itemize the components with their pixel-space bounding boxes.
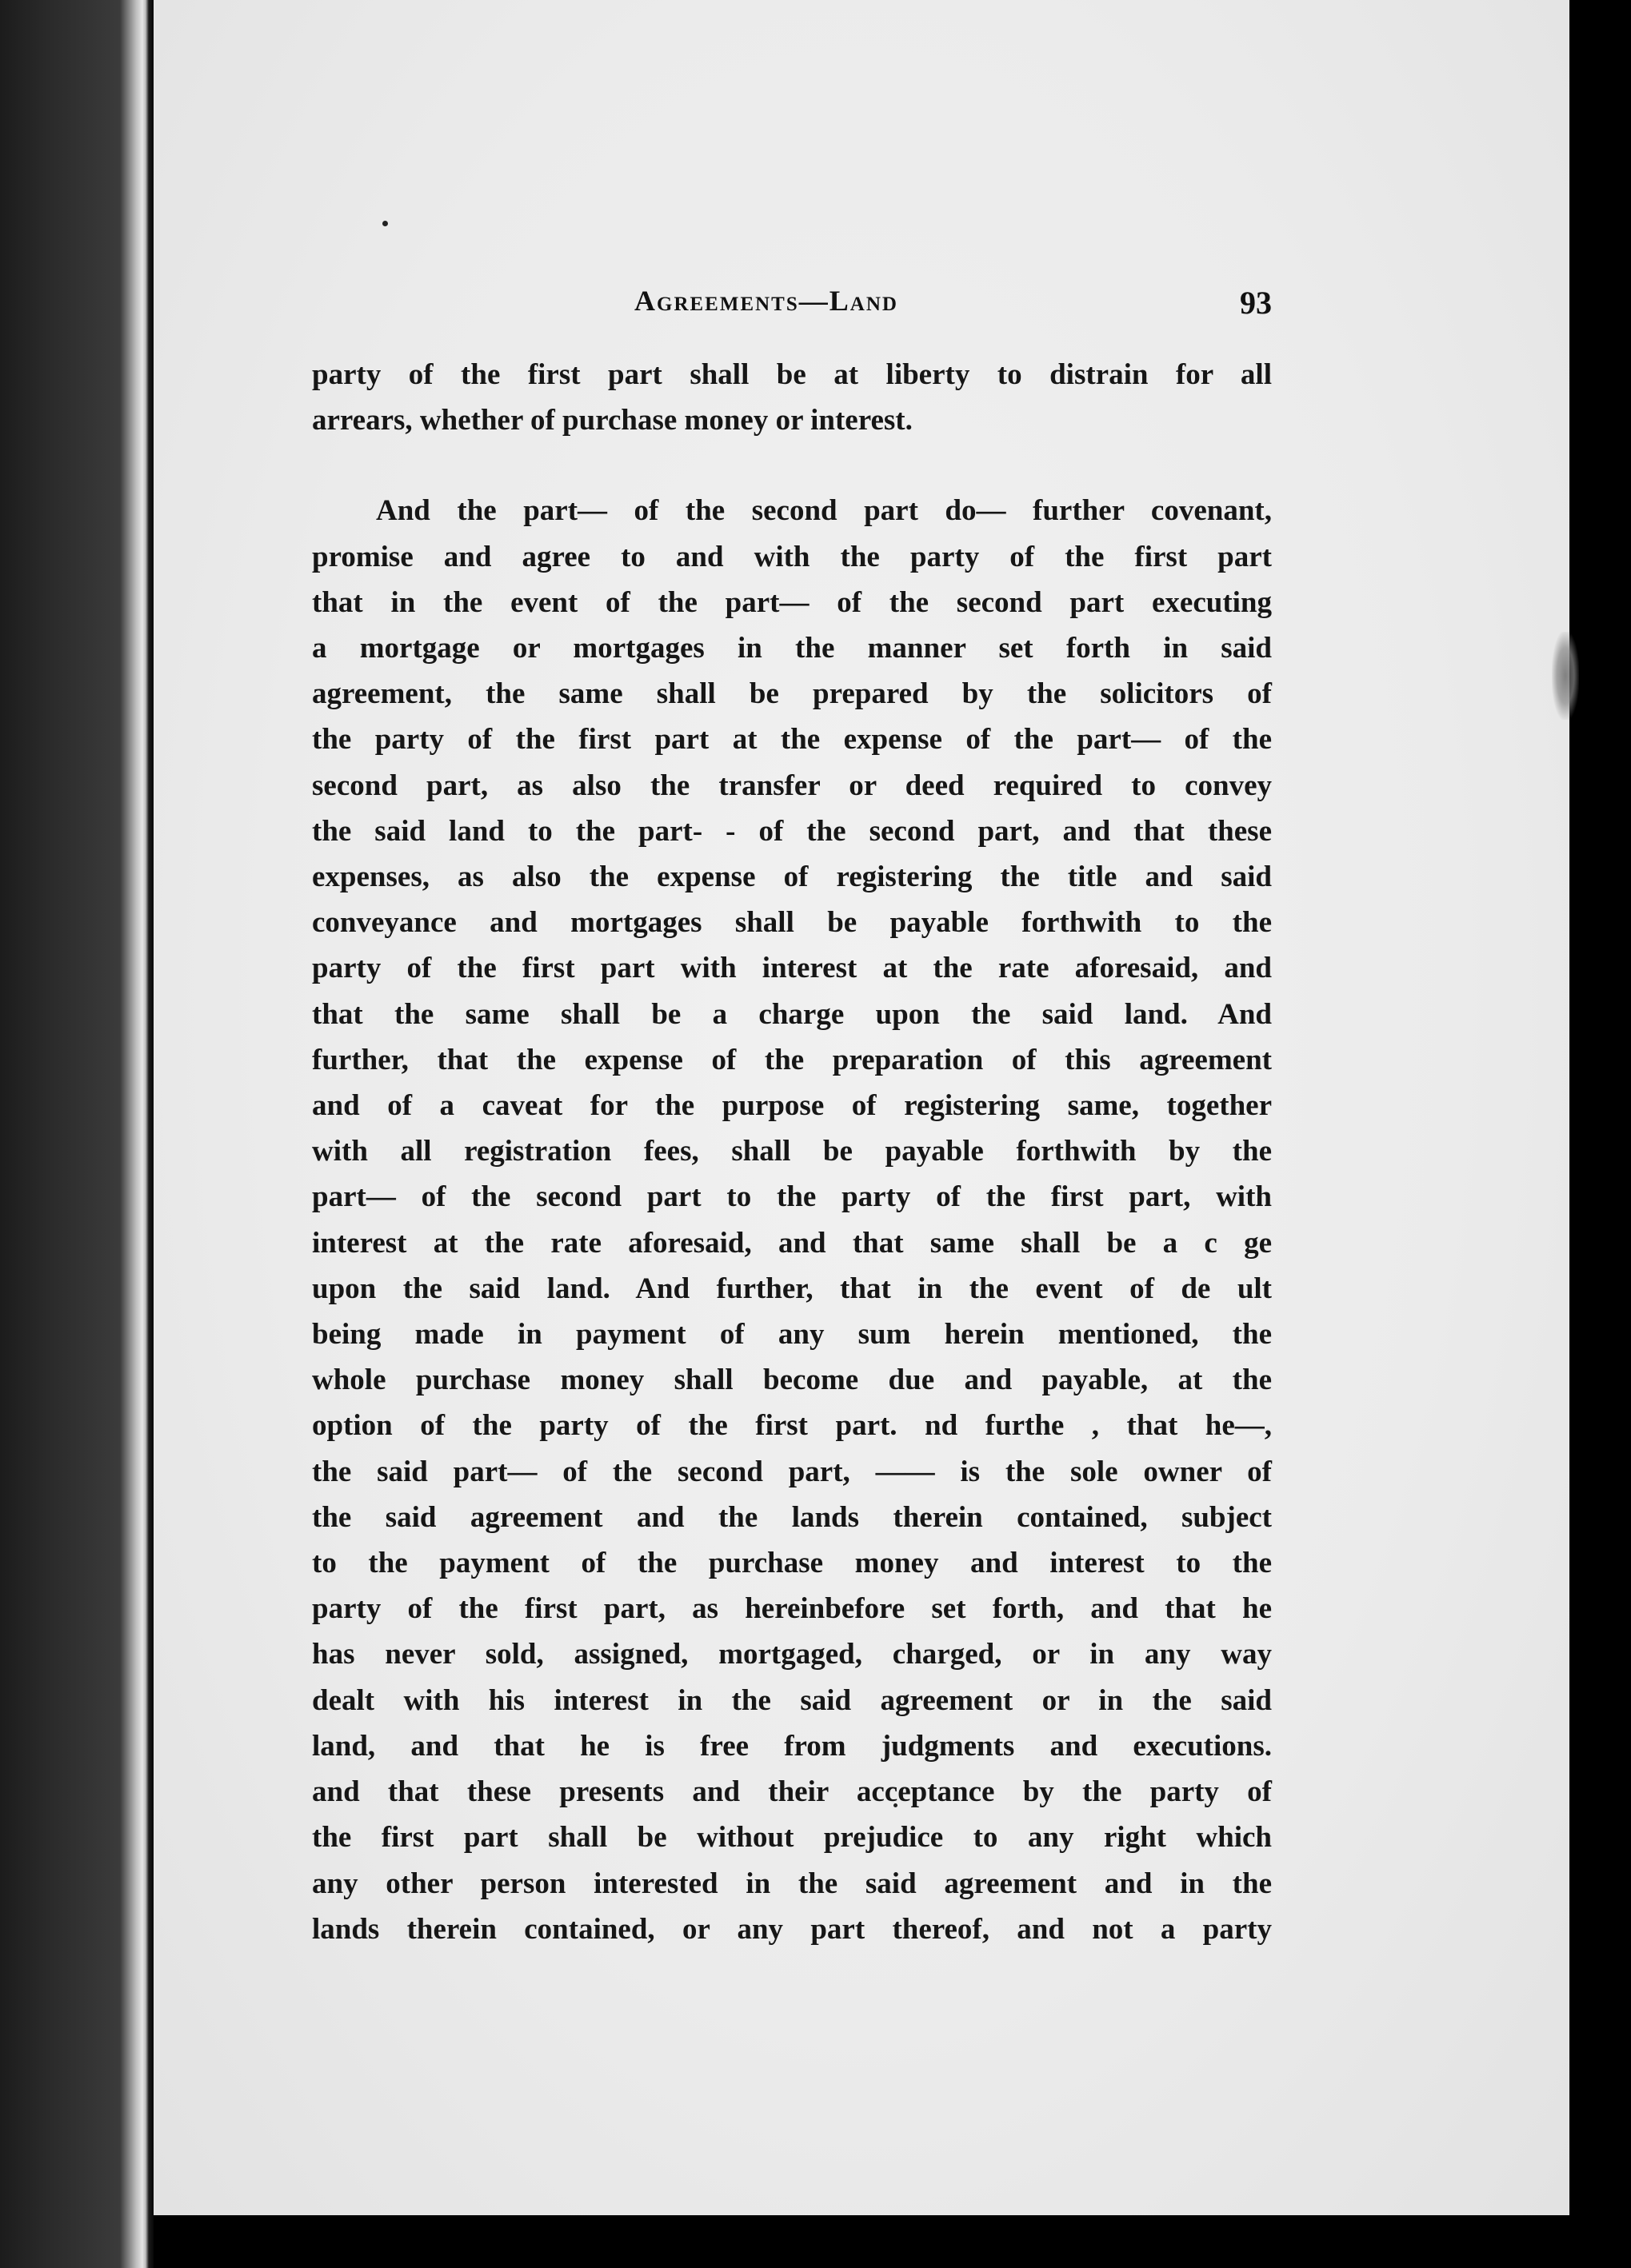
text-line: any other person interested in the said agreement and in the xyxy=(312,1867,1272,1900)
text-line: and that these presents and their acceptance by the party of xyxy=(312,1775,1272,1809)
text-line: and of a caveat for the purpose of registering same, together xyxy=(312,1089,1272,1123)
text-line: conveyance and mortgages shall be payable forthwith to the xyxy=(312,906,1272,940)
text-line: lands therein contained, or any part thereof, and not a party xyxy=(312,1912,1272,1946)
page-edge-right xyxy=(1569,0,1631,2268)
text-line: second part, as also the transfer or deed required to convey xyxy=(312,769,1272,802)
page-edge-bottom xyxy=(154,2215,1569,2268)
text-line: arrears, whether of purchase money or interest. xyxy=(312,404,913,437)
text-line: the first part shall be without prejudice to any right which xyxy=(312,1821,1272,1855)
book-gutter xyxy=(0,0,156,2268)
text-line: party of the first part with interest at the rate aforesaid, and xyxy=(312,952,1272,985)
running-head xyxy=(312,284,1272,332)
text-line: to the payment of the purchase money and interest to the xyxy=(312,1547,1272,1580)
paragraph xyxy=(312,488,1272,1952)
text-line: part— of the second part to the party of the first part, with xyxy=(312,1180,1272,1214)
page-number: 93 xyxy=(1240,285,1272,321)
text-line: party of the first part shall be at liberty to distrain for all xyxy=(312,358,1272,391)
paragraph xyxy=(312,352,1272,443)
text-line: with all registration fees, shall be payable forthwith by the xyxy=(312,1135,1272,1168)
text-line: promise and agree to and with the party of the first part xyxy=(312,540,1272,573)
text-line: dealt with his interest in the said agreement or in the said xyxy=(312,1683,1272,1717)
body-text xyxy=(312,352,1272,1952)
text-line: option of the party of the first part. nd furthe , that he—, xyxy=(312,1409,1272,1443)
text-line: whole purchase money shall become due and payable, at the xyxy=(312,1364,1272,1397)
text-line: the said agreement and the lands therein contained, subject xyxy=(312,1500,1272,1534)
text-line: party of the first part, as hereinbefore set forth, and that he xyxy=(312,1592,1272,1626)
text-line: the party of the first part at the expense of the part— of the xyxy=(312,723,1272,757)
margin-stain xyxy=(1552,632,1579,720)
text-line: And the part— of the second part do— further covenant, xyxy=(376,494,1272,528)
text-line: the said land to the part- - of the second part, and that these xyxy=(312,814,1272,848)
text-line: upon the said land. And further, that in the event of de ult xyxy=(312,1272,1272,1305)
running-head-title: Agreements—Land xyxy=(634,285,898,317)
text-line: the said part— of the second part, —— is the sole owner of xyxy=(312,1455,1272,1488)
text-line: agreement, the same shall be prepared by the solicitors of xyxy=(312,677,1272,711)
text-line: that in the event of the part— of the second part executing xyxy=(312,585,1272,619)
text-line: interest at the rate aforesaid, and that same shall be a c ge xyxy=(312,1226,1272,1260)
text-line: further, that the expense of the preparation of this agreement xyxy=(312,1043,1272,1076)
text-line: being made in payment of any sum herein mentioned, the xyxy=(312,1318,1272,1352)
text-line: expenses, as also the expense of registering the title and said xyxy=(312,860,1272,894)
text-line: land, and that he is free from judgments and executions. xyxy=(312,1729,1272,1763)
speck xyxy=(382,221,388,226)
text-line: has never sold, assigned, mortgaged, charged, or in any way xyxy=(312,1638,1272,1671)
text-line: that the same shall be a charge upon the said land. And xyxy=(312,997,1272,1031)
text-line: a mortgage or mortgages in the manner set forth in said xyxy=(312,632,1272,665)
